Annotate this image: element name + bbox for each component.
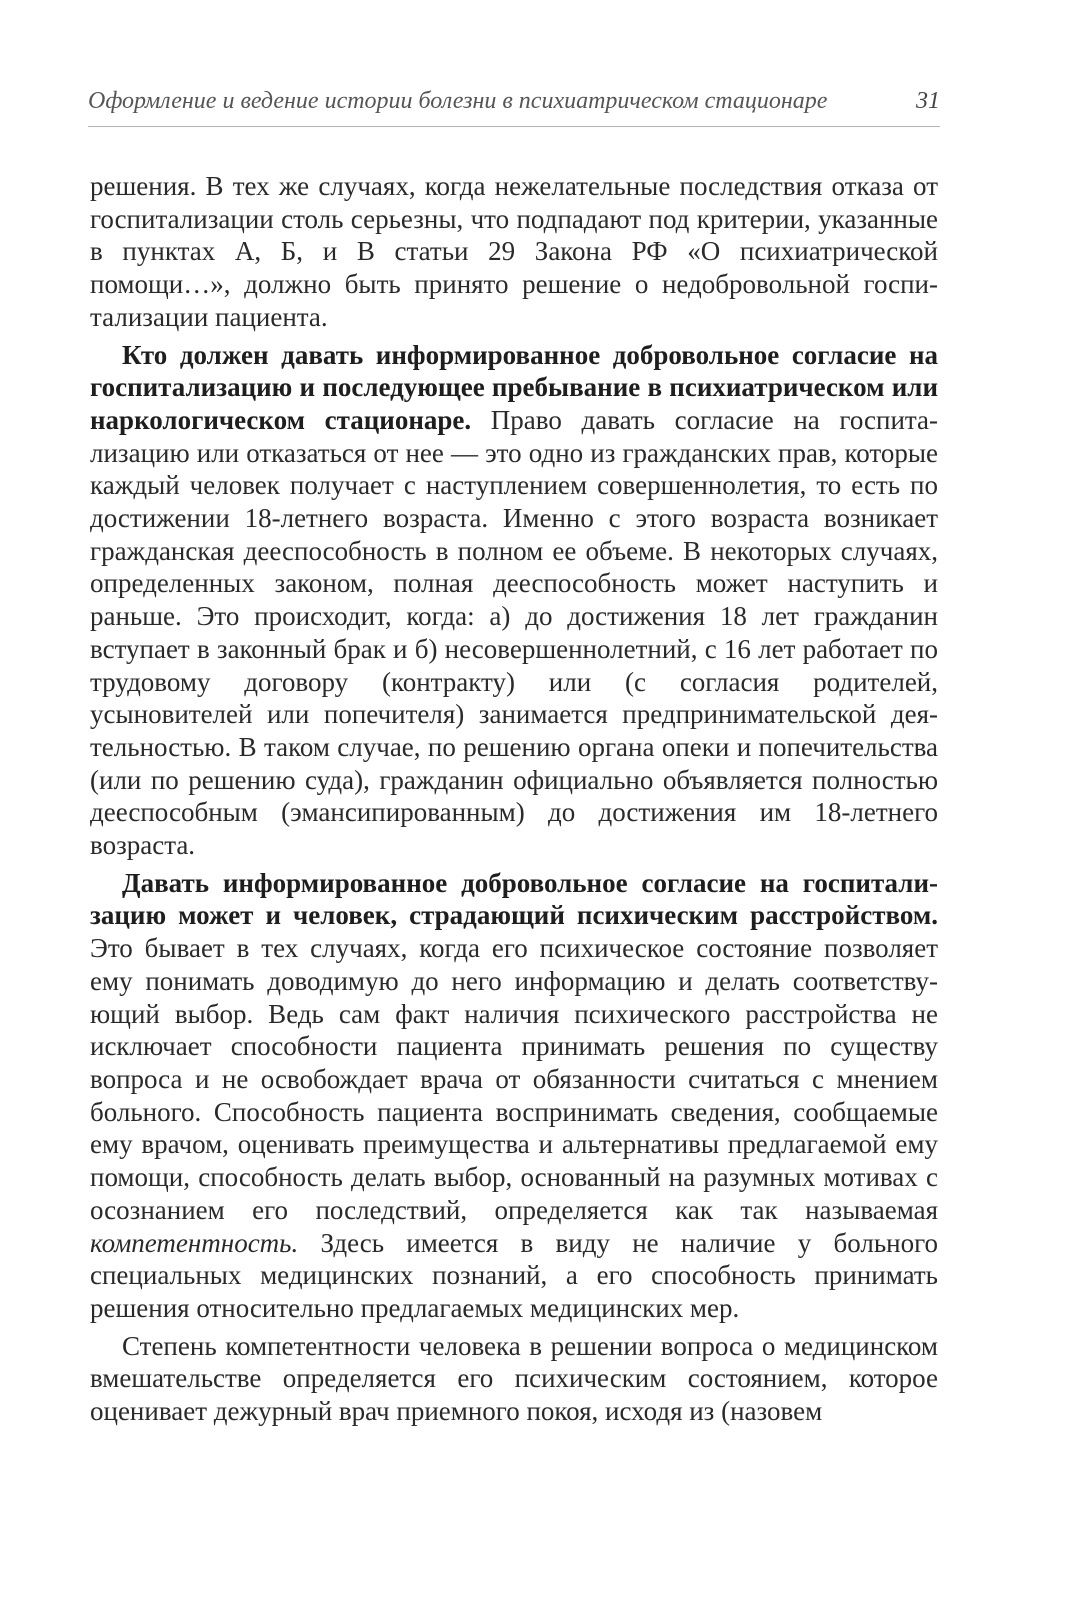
italic-term: компетентность.	[90, 1227, 299, 1258]
paragraph-mental-disorder-consent	[90, 867, 938, 1325]
paragraph-text: Это бывает в тех случаях, когда его психическое состояние позволяет ему понимать доводимую до него информацию и делать соответствующий выбор. Ведь сам факт наличия психического расстройства не исключает способности пациента принимать решения по существу вопроса и не освобождает врача от обязанности считаться с мнением больного. Способность пациента воспринимать сведения, сообщаемые ему врачом, оценивать преимущества и альтернативы предлагаемой ему помощи, способность делать выбор, основанный на разумных мотивах с осознанием его последствий, определяется как так называемая	[90, 933, 938, 1225]
paragraph-text: Степень компетентности человека в решении вопроса о медицинском вмешательстве определяется его психическим состоянием, которое оценивает дежурный врач приемного покоя, исходя из (назовем	[90, 1330, 938, 1427]
header-rule	[88, 126, 940, 127]
paragraph-text: Право давать согласие на госпитализацию или отказаться от нее — это одно из гражданских прав, которые каждый человек получает с наступлением совершеннолетия, то есть по достижении 18-летнего возраста. Именно с этого возраста возникает гражданская дееспособность в полном ее объеме. В некоторых случаях, определенных законом, полная дееспособность может наступить и раньше. Это происходит, когда: а) до достижения 18 лет гражданин вступает в законный брак и б) несовершеннолетний, с 16 лет работает по трудовому договору (контракту) или (с согласия родителей, усыновителей или попечителя) занимается предпринимательской деятельностью. В таком случае, по решению органа опеки и попечительства (или по решению суда), гражданин официально объявляется полностью дееспособным (эмансипированным) до достижения им 18-летнего возраста.	[90, 404, 939, 861]
page-number: 31	[916, 88, 940, 114]
paragraph-text: Здесь имеется в виду не наличие у больного специальных медицинских познаний, а его способность принимать решения относительно предлагаемых медицинских мер.	[90, 1227, 938, 1323]
paragraph-who-gives-consent	[90, 339, 938, 862]
paragraph-continuation	[90, 170, 938, 334]
running-header	[88, 88, 940, 128]
paragraph-lead-bold: Кто должен давать информированное добровольное согласие на госпитализацию и последующее пребывание в психиатрическом или наркологическом стационаре.	[90, 339, 938, 435]
paragraph-text: решения. В тех же случаях, когда нежелательные последствия отказа от госпитализации столь серьезны, что подпадают под критерии, указанные в пунктах А, Б, и В статьи 29 Закона РФ «О психиатрической помощи…», должно быть принято решение о недобровольной госпитализации пациента.	[90, 171, 938, 332]
paragraph-competence-degree	[90, 1330, 938, 1428]
running-title: Оформление и ведение истории болезни в психиатрическом стационаре	[88, 88, 828, 114]
paragraph-lead-bold: Давать информированное добровольное согласие на госпитализацию может и человек, страдающий психическим расстройством.	[90, 867, 938, 931]
body-text	[90, 170, 938, 1428]
